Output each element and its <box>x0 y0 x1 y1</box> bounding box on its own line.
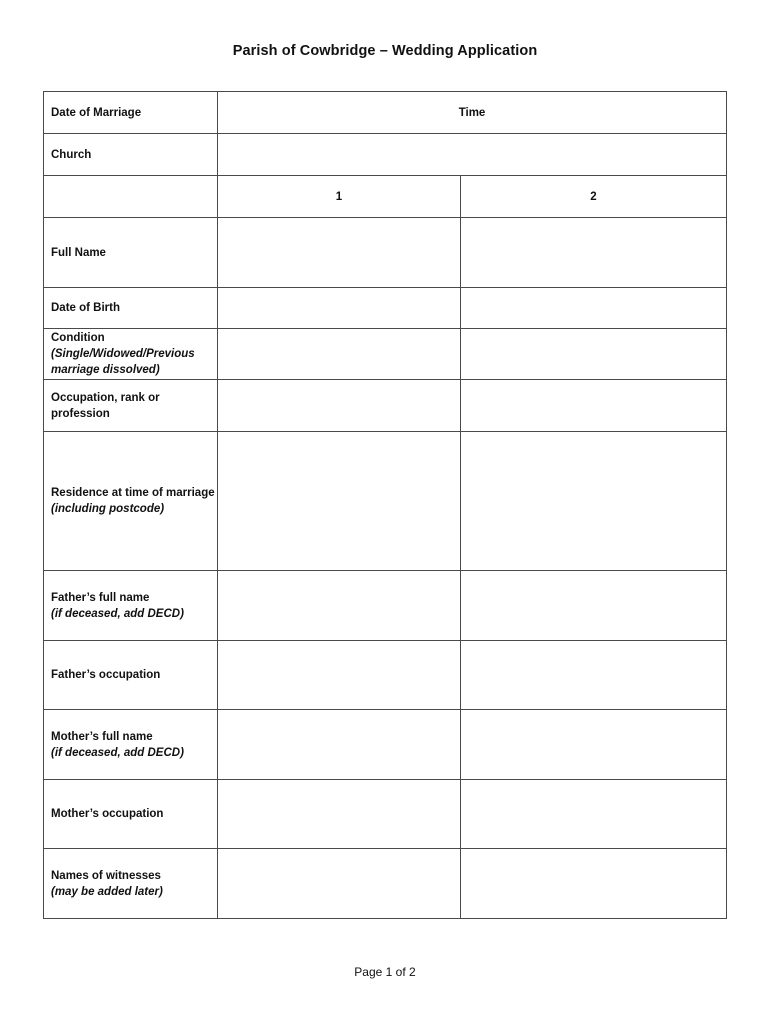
row-note: (if deceased, add DECD) <box>51 746 184 759</box>
fathers-occupation-row <box>44 641 727 710</box>
witnesses-field-2[interactable] <box>461 849 727 919</box>
date-of-birth-row <box>44 288 727 329</box>
document-title: Parish of Cowbridge – Wedding Application <box>232 43 538 59</box>
condition-row <box>44 329 727 380</box>
full-name-field-2[interactable] <box>461 218 727 288</box>
time-label: Time <box>458 106 486 119</box>
mothers-name-label <box>44 710 218 780</box>
row-label: Full Name <box>51 246 106 259</box>
fathers-occupation-field-2[interactable] <box>461 641 727 710</box>
row-label: Date of Birth <box>51 302 120 314</box>
row-label: Residence at time of marriage <box>51 487 215 499</box>
date-time-field[interactable] <box>218 92 727 134</box>
witnesses-label <box>44 849 218 919</box>
mothers-occupation-row <box>44 780 727 849</box>
fathers-occupation-label <box>44 641 218 710</box>
mothers-name-field-1[interactable] <box>218 710 461 780</box>
date-of-birth-field-1[interactable] <box>218 288 461 329</box>
date-of-birth-label <box>44 288 218 329</box>
mothers-occupation-field-1[interactable] <box>218 780 461 849</box>
condition-label <box>44 329 218 380</box>
residence-field-1[interactable] <box>218 432 461 571</box>
row-note: (including postcode) <box>51 503 165 515</box>
church-label: Church <box>44 134 218 176</box>
fathers-name-row <box>44 571 727 641</box>
occupation-field-2[interactable] <box>461 380 727 432</box>
row-label: Father’s occupation <box>51 669 161 681</box>
mothers-name-row <box>44 710 727 780</box>
church-field[interactable] <box>218 134 727 176</box>
fathers-name-field-2[interactable] <box>461 571 727 641</box>
witnesses-field-1[interactable] <box>218 849 461 919</box>
occupation-field-1[interactable] <box>218 380 461 432</box>
row-label: Mother’s full name <box>51 730 153 743</box>
mothers-occupation-label <box>44 780 218 849</box>
row-label: Names of witnesses <box>51 869 161 882</box>
row-label: Occupation, rank or profession <box>51 391 160 420</box>
fathers-name-field-1[interactable] <box>218 571 461 641</box>
mothers-name-field-2[interactable] <box>461 710 727 780</box>
church-row <box>44 134 727 176</box>
row-label: Condition <box>51 332 105 344</box>
full-name-row <box>44 218 727 288</box>
occupation-row <box>44 380 727 432</box>
full-name-label <box>44 218 218 288</box>
mothers-occupation-field-2[interactable] <box>461 780 727 849</box>
full-name-field-1[interactable] <box>218 218 461 288</box>
row-note: (may be added later) <box>51 885 163 898</box>
row-label: Father’s full name <box>51 591 150 604</box>
column-2-header: 2 <box>461 176 727 218</box>
fathers-occupation-field-1[interactable] <box>218 641 461 710</box>
occupation-label <box>44 380 218 432</box>
date-of-marriage-row <box>44 92 727 134</box>
wedding-application-form <box>43 91 727 919</box>
date-of-birth-field-2[interactable] <box>461 288 727 329</box>
fathers-name-label <box>44 571 218 641</box>
row-note: (Single/Widowed/Previous marriage dissolved) <box>51 348 195 376</box>
row-note: (if deceased, add DECD) <box>51 607 184 620</box>
residence-field-2[interactable] <box>461 432 727 571</box>
column-header-blank <box>44 176 218 218</box>
witnesses-row <box>44 849 727 919</box>
date-of-marriage-label: Date of Marriage <box>44 92 218 134</box>
residence-label <box>44 432 218 571</box>
residence-row <box>44 432 727 571</box>
column-1-header: 1 <box>218 176 461 218</box>
row-label: Mother’s occupation <box>51 808 164 820</box>
condition-field-1[interactable] <box>218 329 461 380</box>
column-header-row <box>44 176 727 218</box>
condition-field-2[interactable] <box>461 329 727 380</box>
page-number: Page 1 of 2 <box>354 965 416 979</box>
